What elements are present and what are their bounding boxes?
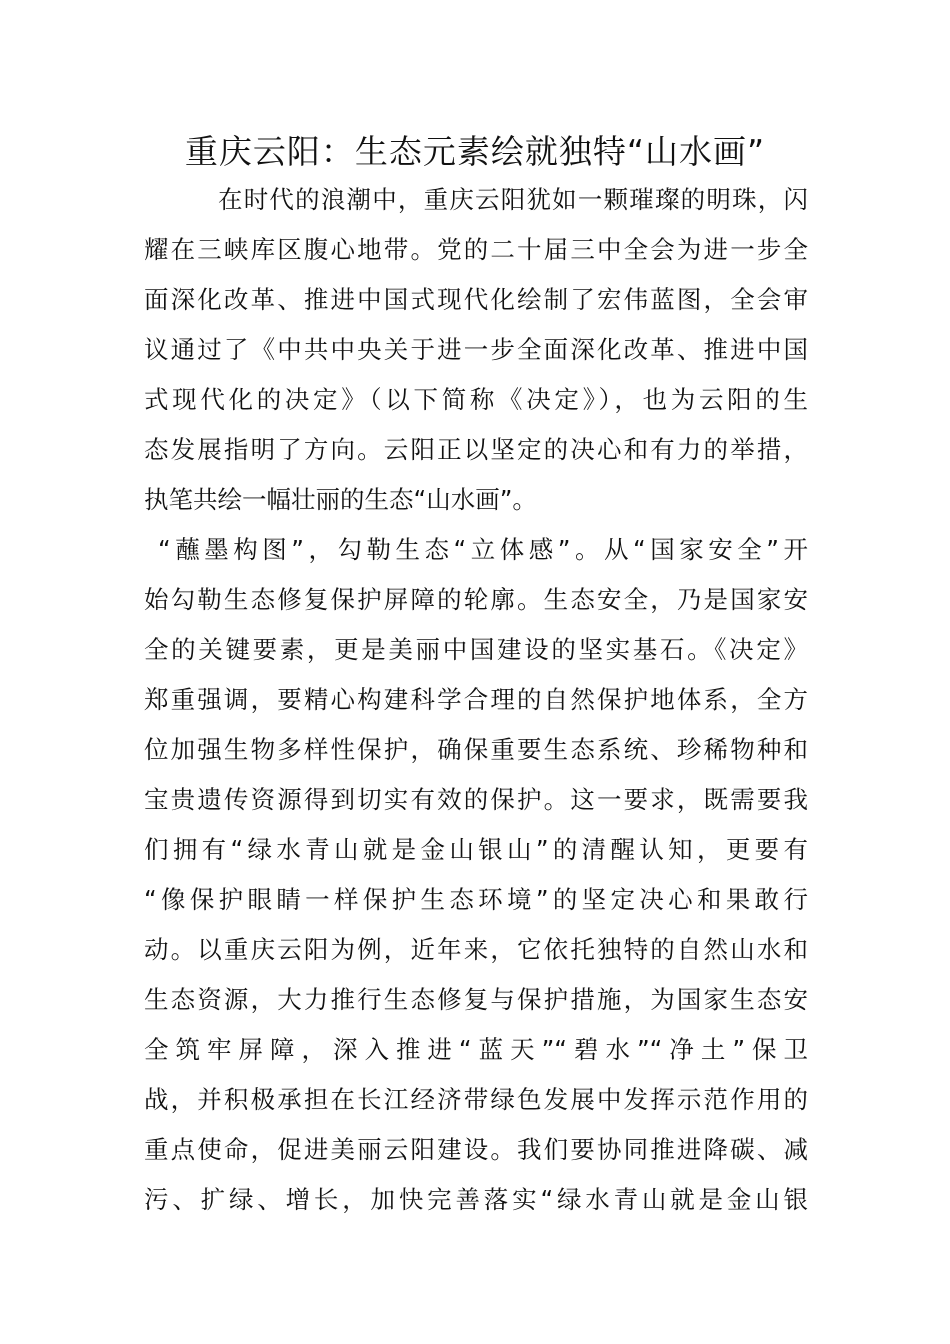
paragraph-line: 全筑牢屏障，深入推进“蓝天”“碧水”“净土”保卫 [144, 1035, 808, 1064]
paragraph-line: 执笔共绘一幅壮丽的生态“山水画”。 [144, 485, 537, 514]
paragraph-line: 郑重强调，要精心构建科学合理的自然保护地体系，全方 [144, 685, 808, 714]
paragraph-line: “像保护眼睛一样保护生态环境”的坚定决心和果敢行 [144, 885, 808, 914]
paragraph-line: 重点使命，促进美丽云阳建设。我们要协同推进降碳、减 [144, 1135, 808, 1164]
document-title: 重庆云阳：生态元素绘就独特“山水画” [184, 132, 766, 171]
paragraph-line: 面深化改革、推进中国式现代化绘制了宏伟蓝图，全会审 [144, 285, 808, 314]
paragraph-line: 态发展指明了方向。云阳正以坚定的决心和有力的举措， [144, 435, 808, 464]
paragraph-line: 污、扩绿、增长，加快完善落实“绿水青山就是金山银 [144, 1185, 808, 1214]
document-body [144, 175, 808, 1225]
paragraph-line: 生态资源，大力推行生态修复与保护措施，为国家生态安 [144, 985, 808, 1014]
paragraph-line: 始勾勒生态修复保护屏障的轮廓。生态安全，乃是国家安 [144, 585, 808, 614]
paragraph-line: “蘸墨构图”，勾勒生态“立体感”。从“国家安全”开 [158, 535, 808, 564]
paragraph-line: 议通过了《中共中央关于进一步全面深化改革、推进中国 [144, 335, 808, 364]
paragraph-line: 耀在三峡库区腹心地带。党的二十届三中全会为进一步全 [144, 235, 808, 264]
paragraph-line: 全的关键要素，更是美丽中国建设的坚实基石。《决定》 [144, 635, 808, 664]
paragraph-line: 们拥有“绿水青山就是金山银山”的清醒认知，更要有 [144, 835, 808, 864]
paragraph-line: 位加强生物多样性保护，确保重要生态系统、珍稀物种和 [144, 735, 808, 764]
paragraph-line: 式现代化的决定》（以下简称《决定》），也为云阳的生 [144, 385, 808, 414]
paragraph-line: 动。以重庆云阳为例，近年来，它依托独特的自然山水和 [144, 935, 808, 964]
paragraph-line: 战，并积极承担在长江经济带绿色发展中发挥示范作用的 [144, 1085, 808, 1114]
paragraph-line: 宝贵遗传资源得到切实有效的保护。这一要求，既需要我 [144, 785, 808, 814]
paragraph-line: 在时代的浪潮中，重庆云阳犹如一颗璀璨的明珠，闪 [218, 185, 808, 214]
